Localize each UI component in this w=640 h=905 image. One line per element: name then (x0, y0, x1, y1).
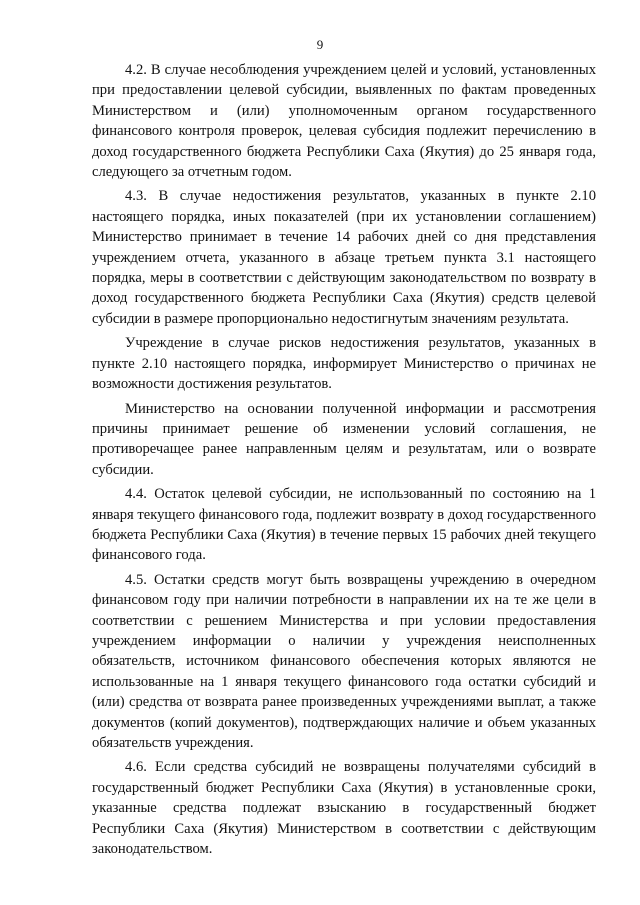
paragraph-4-3-risks: Учреждение в случае рисков недостижения результатов, указанных в пункте 2.10 настоящего порядка, информирует Министерство о причинах не возможности достижения результатов. (92, 335, 596, 393)
page-number: 9 (316, 37, 324, 52)
paragraph-4-6: 4.6. Если средства субсидий не возвращены получателями субсидий в государственный бюджет Республики Саха (Якутия) в установленные сроки, указанные средства подлежат взысканию в государственный бюджет Республики Саха (Якутия) Министерством в соответствии с действующим законодательством. (92, 759, 596, 858)
paragraph-4-3-decision: Министерство на основании полученной информации и рассмотрения причины принимает решение об изменении условий соглашения, не противоречащее ранее направленным целям и результатам, или о возврате субсидии. (92, 400, 596, 478)
paragraph-4-3: 4.3. В случае недостижения результатов, указанных в пункте 2.10 настоящего порядка, иных показателей (при их установлении соглашением) Министерство принимает в течение 14 рабочих дней со дня представления учреждением отчета, указанного в абзаце третьем пункта 3.1 настоящего порядка, меры в соответствии с действующим законодательством по возврату в доход государственного бюджета Республики Саха (Якутия) средств целевой субсидии в размере пропорционально недостигнутым значениям результата. (92, 188, 596, 327)
paragraph-4-5: 4.5. Остатки средств могут быть возвращены учреждению в очередном финансовом году при наличии потребности в направлении их на те же цели в соответствии с решением Министерства и при условии предоставления учреждением информации о наличии у учреждения неисполненных обязательств, источником финансового обеспечения которых являются не использованные на 1 января текущего финансового года остатки субсидий и (или) средства от возврата ранее произведенных учреждениями выплат, а также документов (копий документов), подтверждающих наличие и объем указанных обязательств учреждения. (92, 571, 596, 751)
paragraph-4-2: 4.2. В случае несоблюдения учреждением целей и условий, установленных при предоставлении целевой субсидии, выявленных по фактам проведенных Министерством и (или) уполномоченным органом государственного финансового контроля проверок, целевая субсидия подлежит перечислению в доход государственного бюджета Республики Саха (Якутия) до 25 января года, следующего за отчетным годом. (92, 62, 596, 181)
document-body (92, 60, 596, 863)
paragraph-4-4: 4.4. Остаток целевой субсидии, не использованный по состоянию на 1 января текущего финансового года, подлежит возврату в доход государственного бюджета Республики Саха (Якутия) в течение первых 15 рабочих дней текущего финансового года. (92, 486, 596, 564)
